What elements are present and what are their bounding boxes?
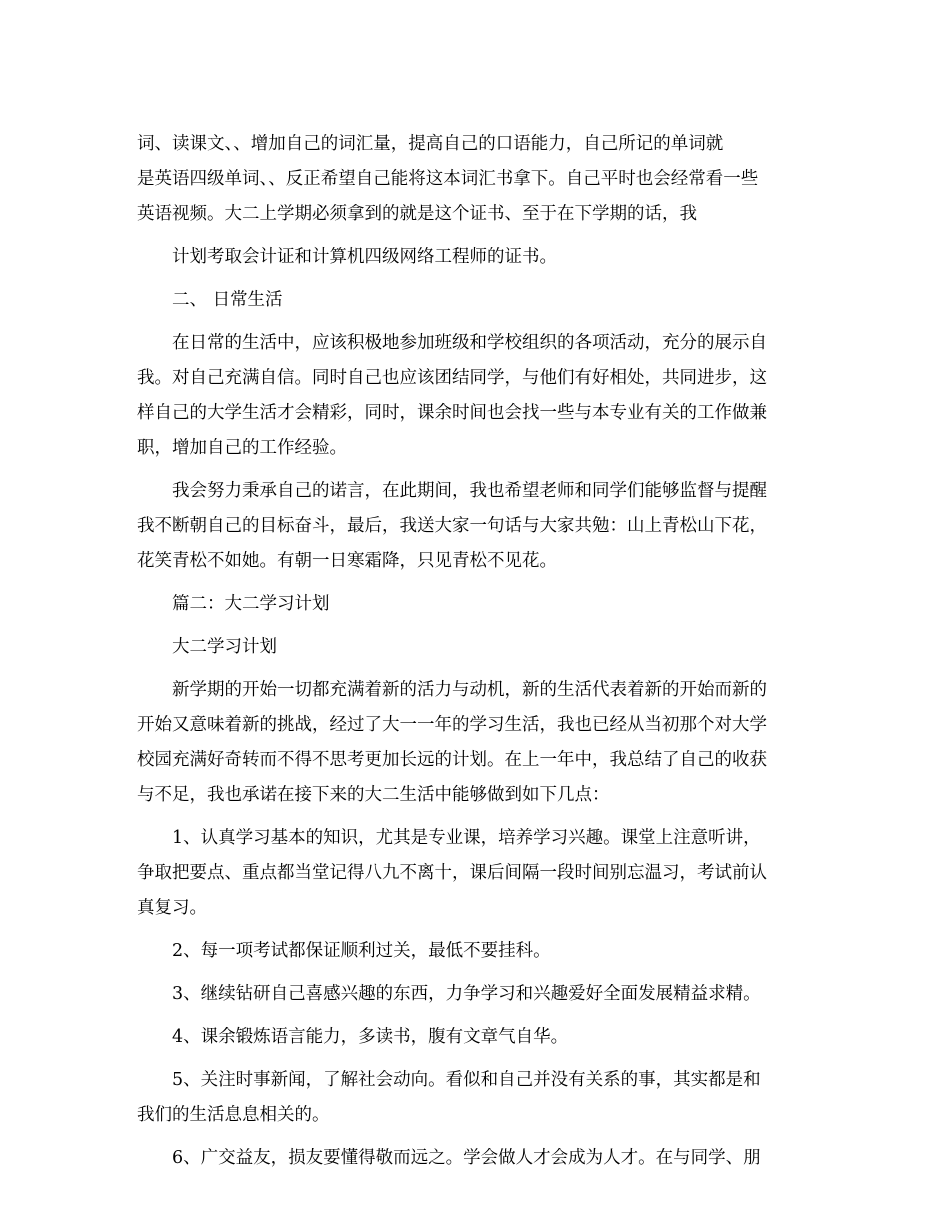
text-line: 二、 日常生活 — [172, 290, 283, 310]
text-line: 花笑青松不如她。有朝一日寒霜降，只见青松不见花。 — [137, 551, 557, 571]
list-item — [137, 821, 817, 926]
list-item — [137, 1063, 817, 1133]
text-line: 篇二：大二学习计划 — [172, 594, 330, 614]
paragraph — [137, 673, 817, 813]
text-line: 6、广交益友，损友要懂得敬而远之。学会做人才会成为人才。在与同学、朋 — [172, 1148, 761, 1168]
text-line: 我会努力秉承自己的诺言，在此期间，我也希望老师和同学们能够监督与提醒 — [172, 481, 767, 501]
paragraph — [137, 240, 817, 275]
text-line: 职，增加自己的工作经验。 — [137, 438, 347, 458]
list-item — [137, 1020, 817, 1055]
text-line: 2、每一项考试都保证顺利过关，最低不要挂科。 — [172, 941, 551, 961]
text-line: 与不足，我也承诺在接下来的大二生活中能够做到如下几点： — [137, 785, 610, 805]
text-line: 是英语四级单词、、反正希望自己能将这本词汇书拿下。自己平时也会经常看一些 — [137, 169, 759, 189]
paragraph — [137, 474, 817, 579]
text-line: 5、关注时事新闻，了解社会动向。看似和自己并没有关系的事，其实都是和 — [172, 1070, 761, 1090]
text-line: 我不断朝自己的目标奋斗，最后，我送大家一句话与大家共勉：山上青松山下花， — [137, 516, 767, 536]
document-title — [137, 630, 817, 665]
text-line: 真复习。 — [137, 898, 207, 918]
text-line: 英语视频。大二上学期必须拿到的就是这个证书、至于在下学期的话，我 — [137, 204, 697, 224]
list-item — [137, 1141, 817, 1176]
paragraph — [137, 127, 817, 232]
text-line: 争取把要点、重点都当堂记得八九不离十，课后间隔一段时间别忘温习，考试前认 — [137, 863, 767, 883]
text-line: 开始又意味着新的挑战，经过了大一一年的学习生活，我也已经从当初那个对大学 — [137, 715, 767, 735]
text-line: 样自己的大学生活才会精彩，同时，课余时间也会找一些与本专业有关的工作做兼 — [137, 403, 767, 423]
text-line: 新学期的开始一切都充满着新的活力与动机，新的生活代表着新的开始而新的 — [172, 680, 767, 700]
text-line: 我们的生活息息相关的。 — [137, 1105, 330, 1125]
text-line: 我。对自己充满自信。同时自己也应该团结同学，与他们有好相处，共同进步，这 — [137, 368, 767, 388]
list-item — [137, 977, 817, 1012]
text-line: 3、继续钻研自己喜感兴趣的东西，力争学习和兴趣爱好全面发展精益求精。 — [172, 984, 761, 1004]
text-line: 大二学习计划 — [172, 637, 277, 657]
paragraph — [137, 326, 817, 466]
list-item — [137, 934, 817, 969]
text-line: 计划考取会计证和计算机四级网络工程师的证书。 — [172, 247, 557, 267]
text-line: 1、认真学习基本的知识，尤其是专业课，培养学习兴趣。课堂上注意听讲， — [172, 828, 761, 848]
chapter-heading — [137, 587, 817, 622]
text-line: 4、课余锻炼语言能力，多读书，腹有文章气自华。 — [172, 1027, 569, 1047]
text-line: 校园充满好奇转而不得不思考更加长远的计划。在上一年中，我总结了自己的收获 — [137, 750, 767, 770]
document-body — [137, 127, 817, 1176]
section-heading — [137, 283, 817, 318]
text-line: 词、读课文、、增加自己的词汇量，提高自己的口语能力，自己所记的单词就 — [137, 134, 724, 154]
text-line: 在日常的生活中，应该积极地参加班级和学校组织的各项活动，充分的展示自 — [172, 333, 767, 353]
